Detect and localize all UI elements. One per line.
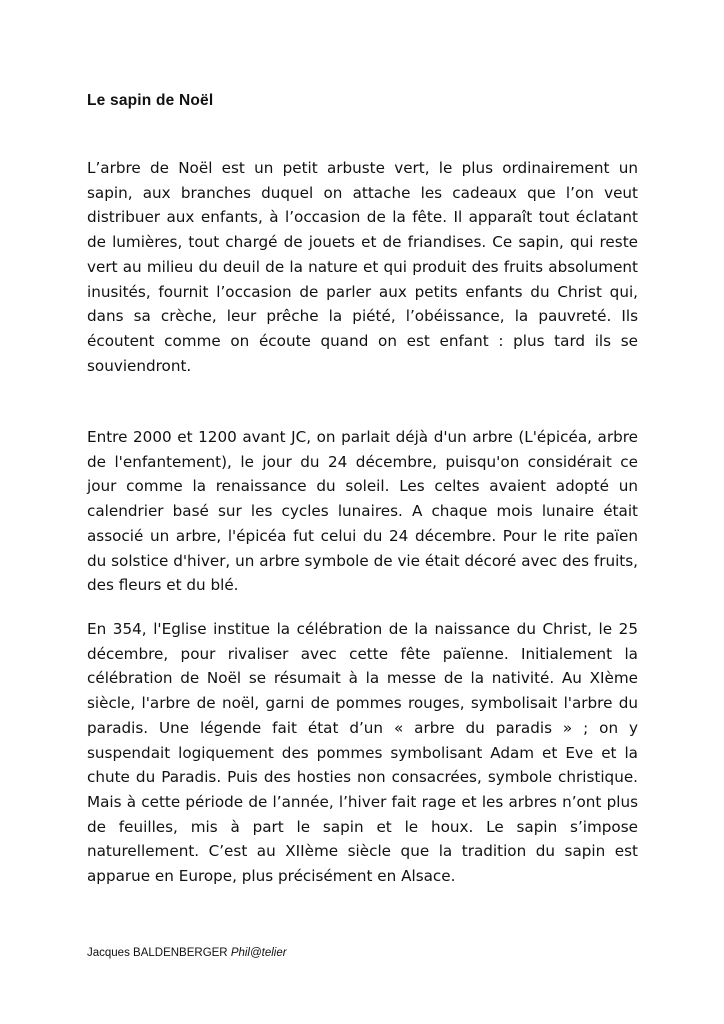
footer-brand: Phil@telier: [230, 947, 287, 959]
paragraph-intro: L’arbre de Noël est un petit arbuste vert, le plus ordinairement un sapin, aux branches duquel on attache les cadeaux que l’on veut distribuer aux enfants, à l’occasion de la fête. Il apparaît tout éclatant de lumières, tout chargé de jouets et de friandises. Ce sapin, qui reste vert au milieu du deuil de la nature et qui produit des fruits absolument inusités, fournit l’occasion de parler aux petits enfants du Christ qui, dans sa crèche, leur prêche la piété, l’obéissance, la pauvreté. Ils écoutent comme on écoute quand on est enfant : plus tard ils se souviendront.: [87, 159, 638, 375]
page-footer: [87, 947, 287, 959]
paragraph-church-history: En 354, l'Eglise institue la célébration de la naissance du Christ, le 25 décembre, pour rivaliser avec cette fête païenne. Initialement la célébration de Noël se résumait à la messe de la nativité. Au XIème siècle, l'arbre de noël, garni de pommes rouges, symbolisait l'arbre du paradis. Une légende fait état d’un « arbre du paradis » ; on y suspendait logiquement des pommes symbolisant Adam et Eve et la chute du Paradis. Puis des hosties non consacrées, symbole christique. Mais à cette période de l’année, l’hiver fait rage et les arbres n’ont plus de feuilles, mis à part le sapin et le houx. Le sapin s’impose naturellement. C’est au XIIème siècle que la tradition du sapin est apparue en Europe, plus précisément en Alsace.: [87, 620, 638, 886]
document-title: Le sapin de Noël: [87, 92, 214, 109]
footer-author: Jacques BALDENBERGER: [87, 947, 231, 959]
paragraph-celtic-history: Entre 2000 et 1200 avant JC, on parlait déjà d'un arbre (L'épicéa, arbre de l'enfantement), le jour du 24 décembre, puisqu'on considérait ce jour comme la renaissance du soleil. Les celtes avaient adopté un calendrier basé sur les cycles lunaires. A chaque mois lunaire était associé un arbre, l'épicéa fut celui du 24 décembre. Pour le rite païen du solstice d'hiver, un arbre symbole de vie était décoré avec des fruits, des fleurs et du blé.: [87, 428, 638, 595]
